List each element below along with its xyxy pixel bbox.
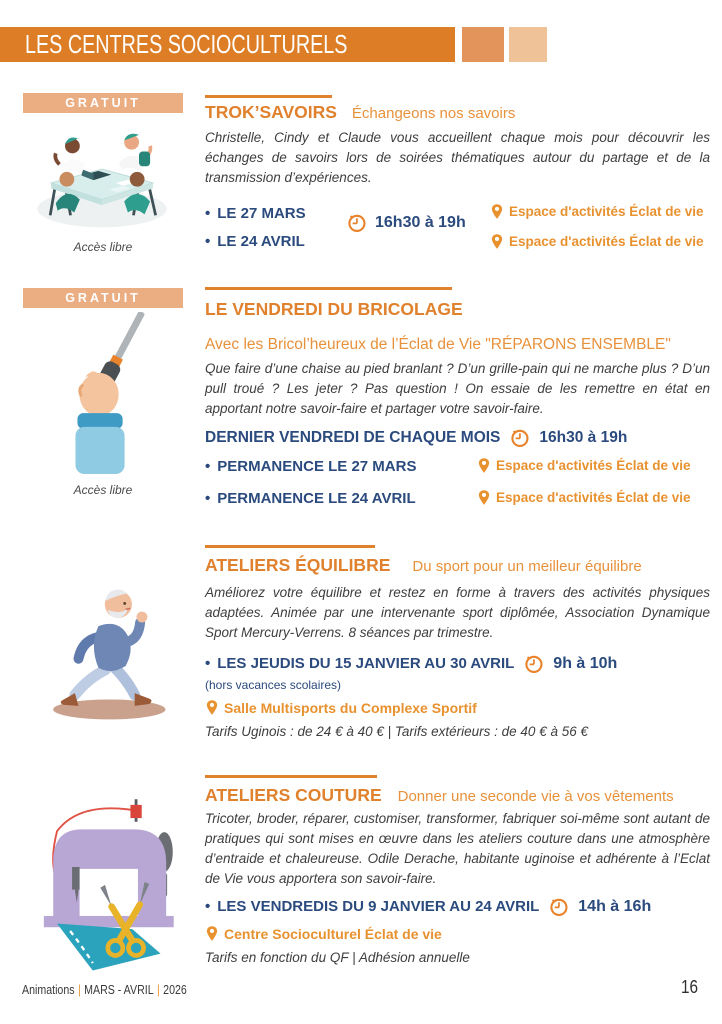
bullet: • [205,205,211,222]
bullet: • [205,233,211,250]
trok-location-2 [490,233,704,250]
couture-schedule [205,896,651,917]
trok-date-2 [205,233,305,250]
trok-title: TROK’SAVOIRS [205,102,337,122]
equilibre-heading-row [205,555,642,576]
running-senior-illustration [35,556,180,746]
couture-title: ATELIERS COUTURE [205,785,382,805]
footer-label: Animations [22,983,75,997]
bullet: • [205,458,211,475]
bricolage-date-2 [205,490,416,507]
trok-date-1 [205,205,306,222]
couture-section-rule [205,775,377,778]
clock-icon [523,653,544,674]
equilibre-date-label: LES JEUDIS DU 15 JANVIER AU 30 AVRIL [217,655,515,672]
couture-body: Tricoter, broder, réparer, customiser, transformer, fabriquer soi-même sont autant de pratiques qui sont mises en œuvre dans les ateliers couture dans une atmosphère d’entraide et chaleureuse. Odile Derache, habitante uginoise et adhérente à l’Eclat de Vie vous apportera son savoir-faire. [205,811,710,886]
trok-heading-row [205,102,515,123]
trok-time [346,212,466,233]
trok-location-1 [490,203,704,220]
equilibre-time-label: 9h à 10h [553,654,618,672]
bricolage-location-1 [477,457,691,474]
bricolage-schedule [205,427,627,448]
bullet: • [205,490,211,507]
location-pin-icon [490,203,504,220]
trok-location-2-label: Espace d'activités Éclat de vie [509,234,704,249]
footer-period: MARS - AVRIL [84,983,154,997]
trok-section-rule [205,95,332,98]
couture-subtitle: Donner une seconde vie à vos vêtements [397,788,674,805]
bricolage-section-rule [205,287,452,290]
trok-time-label: 16h30 à 19h [375,213,466,231]
trok-location-1-label: Espace d'activités Éclat de vie [509,204,704,219]
bricolage-time-label: 16h30 à 19h [539,428,628,446]
equilibre-subtitle: Du sport pour un meilleur équilibre [412,558,642,575]
sewing-machine-illustration [25,792,185,974]
screwdriver-hand-illustration [48,312,156,474]
equilibre-title: ATELIERS ÉQUILIBRE [205,555,391,575]
location-pin-icon [477,489,491,506]
footer-year: 2026 [163,983,187,997]
gratuit-badge: GRATUIT [23,93,183,113]
equilibre-schedule [205,653,617,674]
trok-date-1-label: LE 27 MARS [217,205,306,222]
equilibre-body: Améliorez votre équilibre et restez en forme à travers des activités physiques adaptées. Animée par une intervenante sport diplômée, Association Dynamique Sport Mercury-Verrens. 8 séances par trimestre. [205,585,710,640]
bricolage-body: Que faire d’une chaise au pied branlant ? D’un grille-pain qui ne marche plus ? D’un pull troué ? Les jeter ? Pas question ! On essaie de les remettre en état en apportant notre savoir-faire et partager votre savoir-faire. [205,361,710,416]
location-pin-icon [205,699,219,716]
acces-libre-caption: Accès libre [73,240,133,254]
bricolage-date-1 [205,458,416,475]
bricolage-subtitle: Avec les Bricol’heureux de l’Éclat de Vie "RÉPARONS ENSEMBLE" [205,336,671,353]
couture-tarif: Tarifs en fonction du QF | Adhésion annuelle [205,950,470,965]
bricolage-title: LE VENDREDI DU BRICOLAGE [205,299,463,319]
bricolage-location-1-label: Espace d'activités Éclat de vie [496,458,691,473]
equilibre-note: (hors vacances scolaires) [205,678,342,692]
bricolage-date-1-label: PERMANENCE LE 27 MARS [217,458,417,475]
location-pin-icon [477,457,491,474]
people-meeting-illustration [28,116,176,236]
clock-icon [509,427,530,448]
couture-location [205,925,442,942]
bullet: • [205,655,211,672]
footer-separator: | [77,983,81,997]
couture-location-label: Centre Socioculturel Éclat de vie [224,925,442,942]
couture-date-label: LES VENDREDIS DU 9 JANVIER AU 24 AVRIL [217,898,540,915]
bricolage-heading-row [205,299,463,320]
footer-separator: | [157,983,160,997]
footer-info [22,983,187,997]
clock-icon [346,212,367,233]
clock-icon [548,896,569,917]
location-pin-icon [205,925,219,942]
bricolage-date-2-label: PERMANENCE LE 24 AVRIL [217,490,416,507]
trok-subtitle: Échangeons nos savoirs [351,105,516,122]
location-pin-icon [490,233,504,250]
bricolage-schedule-label: DERNIER VENDREDI DE CHAQUE MOIS [205,428,501,446]
header-square-light [509,27,547,62]
equilibre-tarif: Tarifs Uginois : de 24 € à 40 € | Tarifs extérieurs : de 40 € à 56 € [205,724,588,739]
trok-date-2-label: LE 24 AVRIL [217,233,305,250]
couture-time-label: 14h à 16h [578,897,652,915]
gratuit-badge: GRATUIT [23,288,183,308]
acces-libre-caption: Accès libre [73,483,133,497]
equilibre-location [205,699,477,716]
couture-heading-row [205,785,674,806]
bricolage-location-2 [477,489,691,506]
page-number: 16 [680,977,698,997]
equilibre-section-rule [205,545,375,548]
trok-body: Christelle, Cindy et Claude vous accueillent chaque mois pour découvrir les échanges de savoirs lors de soirées thématiques autour du partage et de la transmission d’expériences. [205,130,710,185]
header-bar [0,27,455,62]
bullet: • [205,898,211,915]
page-title: LES CENTRES SOCIOCULTURELS [25,29,348,59]
equilibre-location-label: Salle Multisports du Complexe Sportif [224,699,477,716]
bricolage-location-2-label: Espace d'activités Éclat de vie [496,490,691,505]
header-square-medium [462,27,504,62]
